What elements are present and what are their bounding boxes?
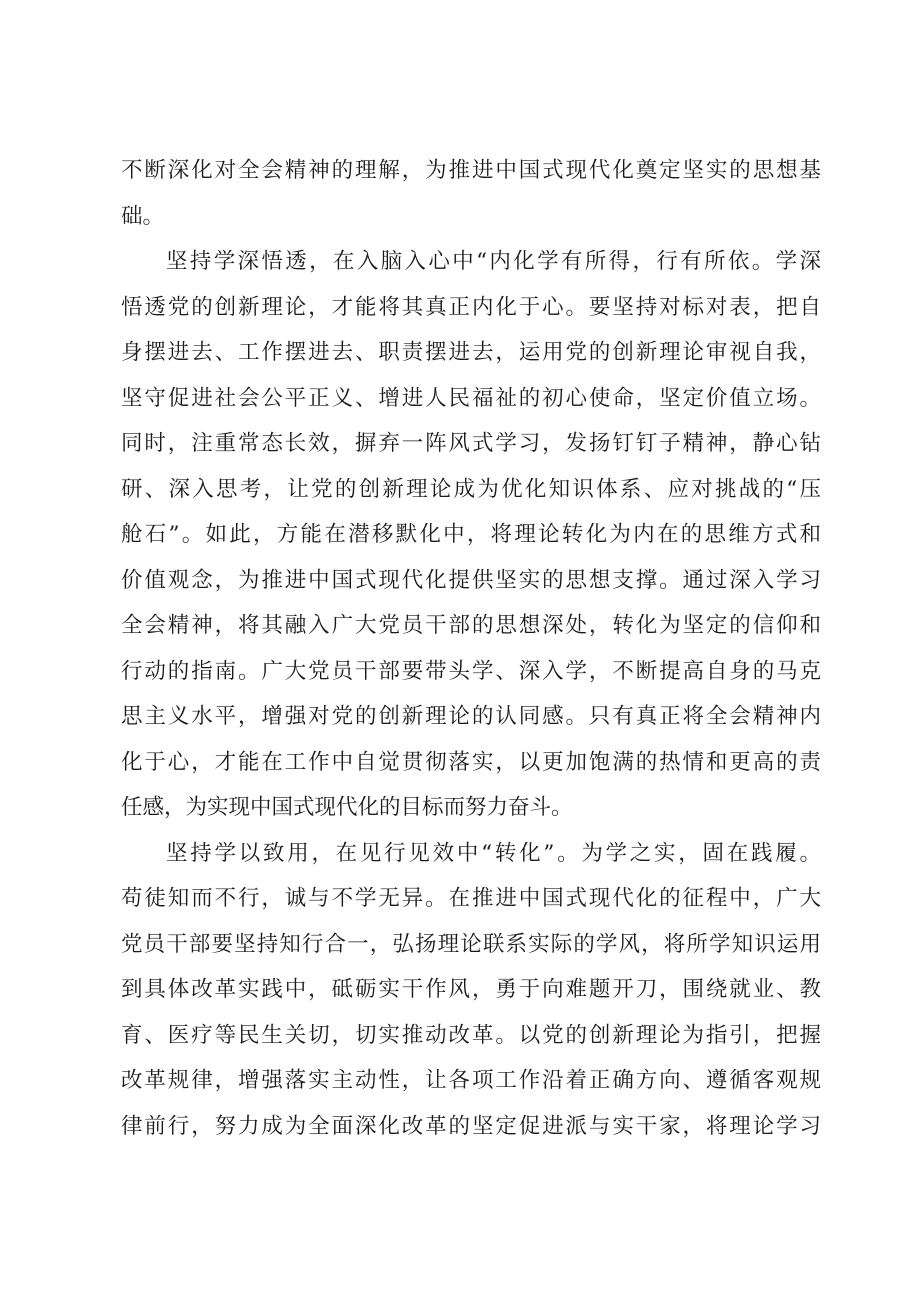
text-line: 价值观念，为推进中国式现代化提供坚实的思想支撑。通过深入学习 [121,567,821,593]
text-line: 思主义水平，增强对党的创新理论的认同感。只有真正将全会精神内 [121,704,821,729]
text-line: 同时，注重常态长效，摒弃一阵风式学习，发扬钉钉子精神，静心钻 [121,431,821,456]
text-line: 律前行，努力成为全面深化改革的坚定促进派与实干家，将理论学习 [121,1113,821,1139]
text-line: 身摆进去、工作摆进去、职责摆进去，运用党的创新理论审视自我， [121,340,821,365]
text-line: 础。 [121,203,165,229]
text-line: 育、医疗等民生关切，切实推动改革。以党的创新理论为指引，把握 [121,1022,821,1048]
text-line: 任感，为实现中国式现代化的目标而努力奋斗。 [121,795,573,820]
text-line: 舱石”。如此，方能在潜移默化中，将理论转化为内在的思维方式和 [121,522,821,547]
text-line: 不断深化对全会精神的理解，为推进中国式现代化奠定坚实的思想基 [121,158,821,183]
text-line: 悟透党的创新理论，才能将其真正内化于心。要坚持对标对表，把自 [121,294,821,320]
body-text [121,148,821,1149]
text-line: 行动的指南。广大党员干部要带头学、深入学，不断提高自身的马克 [121,658,821,684]
text-line: 化于心，才能在工作中自觉贯彻落实，以更加饱满的热情和更高的责 [121,749,821,775]
paragraph-first-line: 坚持学深悟透，在入脑入心中“内化学有所得，行有所依。学深 [166,249,821,274]
paragraph-first-line: 坚持学以致用，在见行见效中“转化”。为学之实，固在践履。 [166,840,821,866]
text-line: 苟徒知而不行，诚与不学无异。在推进中国式现代化的征程中，广大 [121,886,821,911]
text-line: 到具体改革实践中，砥砺实干作风，勇于向难题开刀，围绕就业、教 [121,977,821,1002]
text-line: 全会精神，将其融入广大党员干部的思想深处，转化为坚定的信仰和 [121,613,821,638]
text-line: 党员干部要坚持知行合一，弘扬理论联系实际的学风，将所学知识运用 [121,931,821,957]
text-line: 研、深入思考，让党的创新理论成为优化知识体系、应对挑战的“压 [121,476,821,502]
text-line: 坚守促进社会公平正义、增进人民福祉的初心使命，坚定价值立场。 [121,385,821,411]
text-line: 改革规律，增强落实主动性，让各项工作沿着正确方向、遵循客观规 [121,1068,821,1093]
